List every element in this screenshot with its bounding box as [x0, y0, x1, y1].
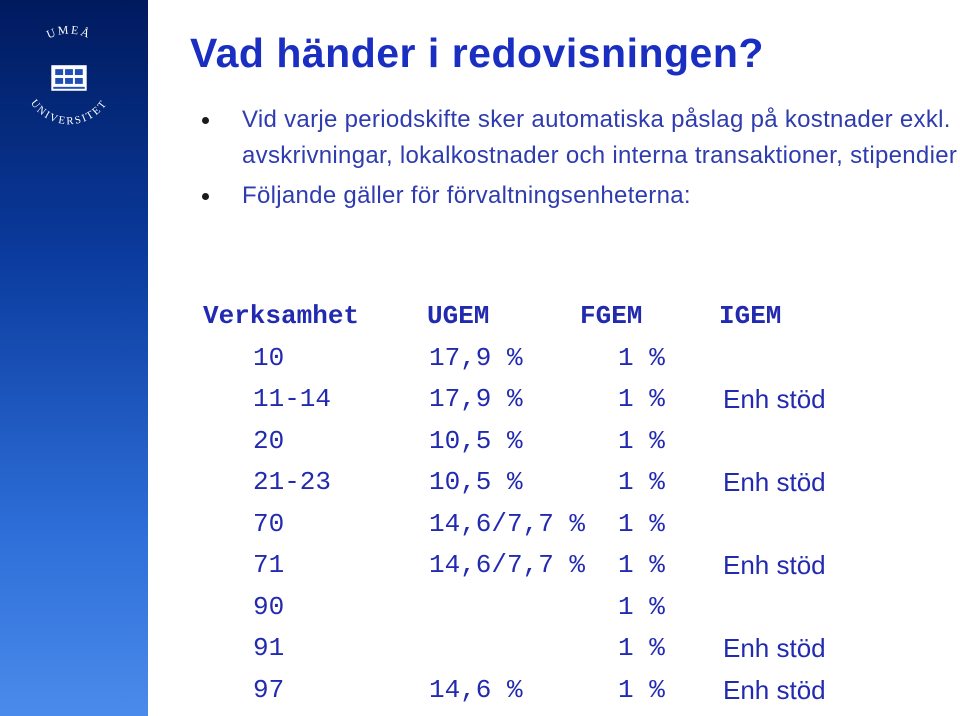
cell-ugem: 10,5 % — [429, 467, 523, 497]
cell-verksamhet: 97 — [253, 674, 285, 705]
bullet-item — [198, 178, 958, 214]
table-row — [203, 587, 903, 629]
cell-ugem: 17,9 % — [429, 342, 523, 373]
cell-verksamhet: 20 — [253, 425, 285, 456]
bullet-text: Vid varje periodskifte sker automatiska påslag på kostnader exkl. avskrivningar, lokalkostnader och interna transaktioner, stipendier — [242, 106, 958, 169]
table-row — [203, 421, 903, 463]
header-igem: IGEM — [719, 301, 782, 331]
cell-verksamhet: 70 — [253, 508, 285, 539]
cell-verksamhet: 71 — [253, 550, 285, 580]
cell-igem: Enh stöd — [723, 384, 826, 414]
header-ugem: UGEM — [427, 301, 490, 331]
cell-fgem: 1 % — [618, 508, 665, 539]
bullet-text: Följande gäller för förvaltningsenheterna: — [242, 182, 691, 209]
table-row — [203, 670, 903, 712]
cell-fgem: 1 % — [618, 550, 665, 580]
logo-text-top: UMEÅ — [44, 22, 94, 42]
cell-fgem: 1 % — [618, 591, 665, 622]
cell-verksamhet: 90 — [253, 591, 285, 622]
slide-title: Vad händer i redovisningen? — [190, 30, 764, 76]
table-row — [203, 504, 903, 546]
cell-ugem: 10,5 % — [429, 425, 523, 456]
cell-ugem: 17,9 % — [429, 384, 523, 414]
cell-verksamhet: 91 — [253, 633, 285, 663]
cell-igem: Enh stöd — [723, 550, 826, 580]
bullet-icon — [202, 193, 209, 200]
cell-fgem: 1 % — [618, 633, 665, 663]
table-row — [203, 545, 903, 587]
cell-igem: Enh stöd — [723, 633, 826, 663]
cell-verksamhet: 10 — [253, 342, 285, 373]
bullet-item — [198, 102, 958, 174]
cell-ugem: 14,6 % — [429, 674, 523, 705]
cell-verksamhet: 21-23 — [253, 467, 332, 497]
cell-igem: Enh stöd — [723, 674, 826, 705]
cell-fgem: 1 % — [618, 384, 665, 414]
bullet-list — [198, 102, 958, 218]
cell-ugem: 14,6/7,7 % — [429, 550, 586, 580]
cell-fgem: 1 % — [618, 425, 665, 456]
bullet-icon — [202, 117, 209, 124]
table-row — [203, 338, 903, 380]
logo-text-bottom: UNIVERSITET — [27, 97, 111, 128]
rates-table — [203, 296, 903, 711]
university-logo — [10, 18, 128, 136]
table-row — [203, 379, 903, 421]
sidebar-band — [0, 0, 148, 716]
header-fgem: FGEM — [580, 301, 643, 331]
university-seal-icon — [10, 18, 128, 136]
header-verksamhet: Verksamhet — [203, 301, 360, 331]
cell-igem: Enh stöd — [723, 467, 826, 497]
cell-ugem: 14,6/7,7 % — [429, 508, 586, 539]
table-header-row — [203, 296, 903, 338]
cell-fgem: 1 % — [618, 674, 665, 705]
cell-verksamhet: 11-14 — [253, 384, 332, 414]
table-row — [203, 628, 903, 670]
cell-fgem: 1 % — [618, 342, 665, 373]
table-row — [203, 462, 903, 504]
cell-fgem: 1 % — [618, 467, 665, 497]
